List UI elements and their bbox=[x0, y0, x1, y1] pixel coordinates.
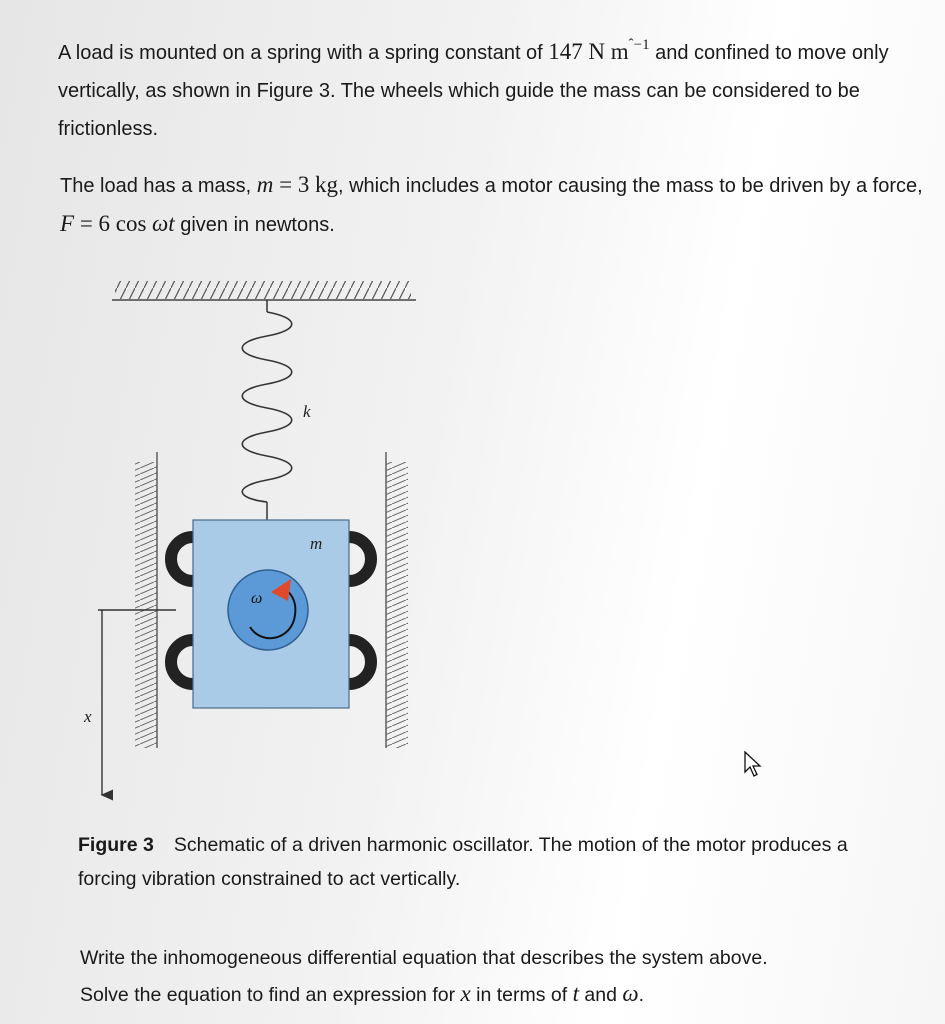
question-text: Write the inhomogeneous differential equation that describes the system above. Solve the equation to find an expression for x in terms of t and ω. bbox=[80, 947, 768, 1006]
problem-paragraph-2: The load has a mass, m = 3 kg, which includes a motor causing the mass to be driven by a force, F = 6 cos ωt given in newtons. bbox=[60, 172, 923, 236]
figure-label: Figure 3 bbox=[78, 834, 154, 856]
problem-paragraph-1: A load is mounted on a spring with a spring constant of 147 N $m^{ˆ-1}$ and confined to move only vertically, as shown in Figure 3. The wheels which guide the mass can be considered to be frictionless. bbox=[58, 36, 889, 140]
force-symbol: F bbox=[60, 211, 75, 236]
mass-symbol: m bbox=[256, 172, 274, 197]
mass-unit: kg bbox=[314, 172, 338, 197]
wheel-bottom-left bbox=[171, 640, 193, 684]
right-guide-wall bbox=[386, 452, 408, 748]
force-amplitude: 6 cos bbox=[98, 211, 147, 236]
motor-label: ω bbox=[251, 590, 263, 607]
wheel-top-left bbox=[171, 537, 193, 581]
wheel-bottom-right bbox=[349, 640, 371, 684]
force-argument: ωt bbox=[152, 211, 175, 236]
spring-constant-value: 147 bbox=[548, 39, 583, 64]
left-guide-wall bbox=[135, 452, 157, 748]
mass-value: 3 bbox=[297, 172, 310, 197]
spring-label: k bbox=[303, 402, 311, 421]
ceiling-support bbox=[112, 281, 416, 300]
caption-text: Schematic of a driven harmonic oscillator. The motion of the motor produces a forcing vibration constrained to act vertically. bbox=[78, 834, 848, 890]
displacement-label: x bbox=[84, 707, 92, 726]
spring bbox=[242, 300, 292, 520]
spring-constant-unit: N m bbox=[588, 39, 629, 64]
figure-caption bbox=[78, 828, 908, 896]
mass-label: m bbox=[310, 534, 323, 553]
wheel-top-right bbox=[349, 537, 371, 581]
mouse-pointer-icon bbox=[742, 750, 766, 780]
